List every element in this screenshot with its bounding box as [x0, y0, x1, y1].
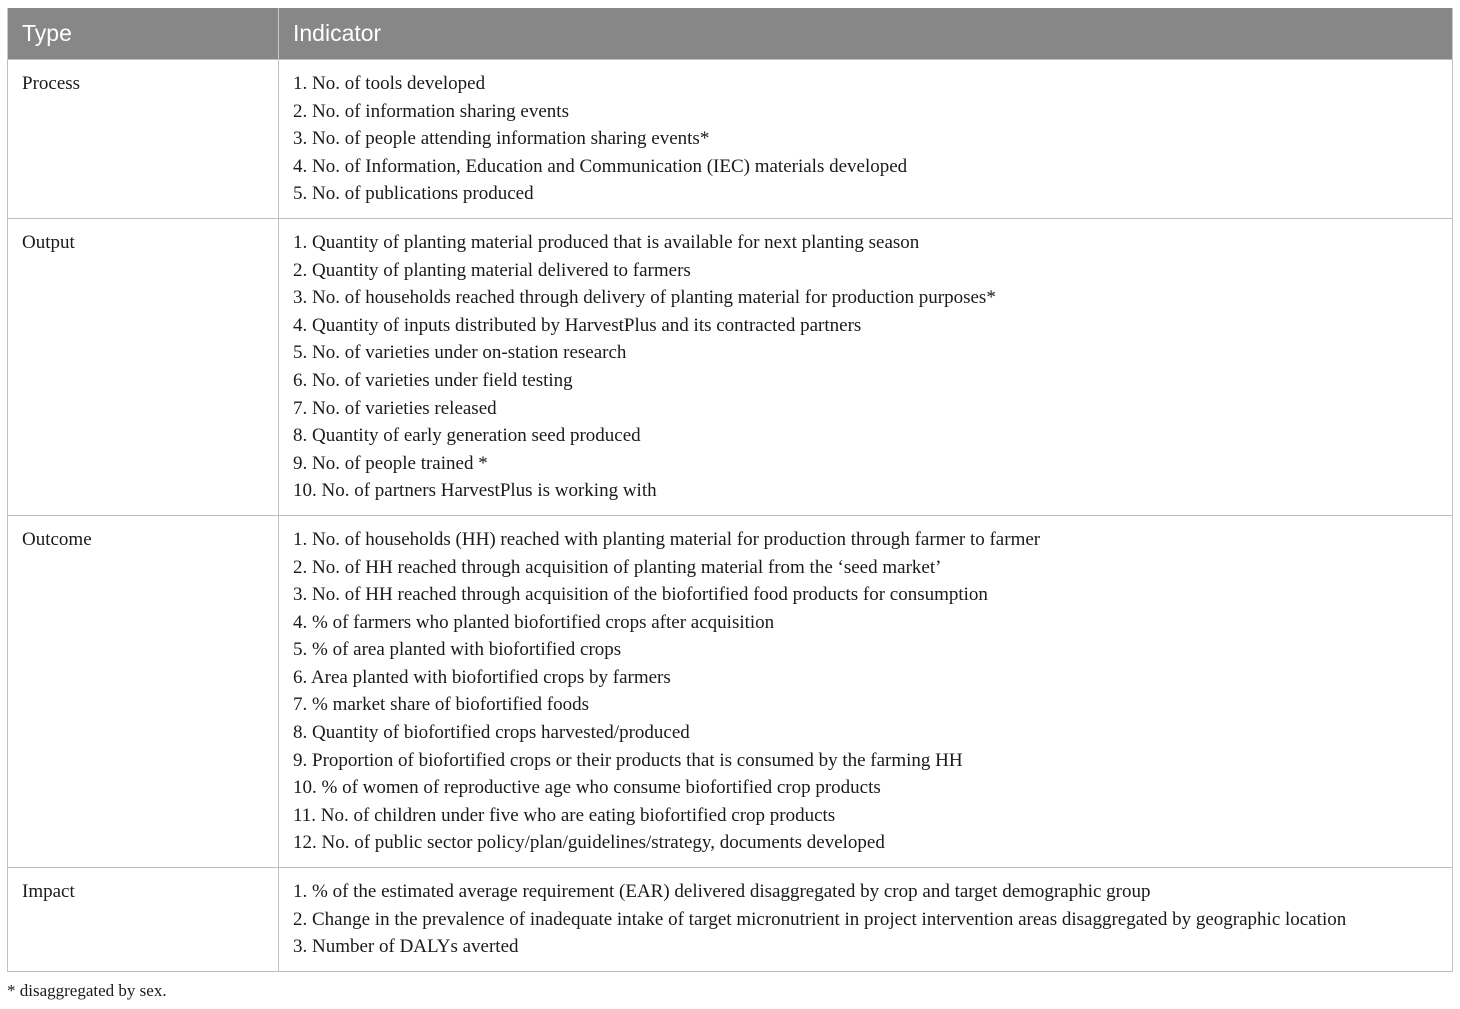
indicator-item: 4. No. of Information, Education and Communication (IEC) materials developed: [293, 155, 908, 177]
header-indicator: Indicator: [279, 8, 1453, 60]
indicator-item: 1. No. of households (HH) reached with planting material for production through farmer to farmer: [293, 528, 1041, 550]
table-row: [8, 515, 1453, 867]
table-body: [8, 60, 1453, 972]
indicator-item: 4. % of farmers who planted biofortified crops after acquisition: [293, 611, 775, 633]
indicator-item: 6. No. of varieties under field testing: [293, 369, 573, 391]
indicator-item: 7. No. of varieties released: [293, 397, 497, 419]
indicator-item: 11. No. of children under five who are eating biofortified crop products: [293, 804, 836, 826]
indicator-item: 10. % of women of reproductive age who consume biofortified crop products: [293, 777, 881, 799]
indicator-item: 9. Proportion of biofortified crops or their products that is consumed by the farming HH: [293, 749, 963, 771]
indicator-item: 4. Quantity of inputs distributed by HarvestPlus and its contracted partners: [293, 314, 862, 336]
type-cell: Output: [8, 218, 279, 515]
indicator-item: 1. Quantity of planting material produced that is available for next planting season: [293, 231, 920, 253]
indicator-item: 2. Quantity of planting material delivered to farmers: [293, 259, 691, 281]
header-type: Type: [8, 8, 279, 60]
indicator-item: 5. No. of varieties under on-station research: [293, 342, 627, 364]
indicator-item: 3. No. of people attending information sharing events*: [293, 128, 710, 150]
type-cell: Outcome: [8, 515, 279, 867]
indicator-item: 1. No. of tools developed: [293, 73, 486, 94]
indicator-item: 2. No. of information sharing events: [293, 100, 569, 122]
indicator-item: 3. No. of households reached through delivery of planting material for production purposes*: [293, 287, 996, 309]
table-footnote: * disaggregated by sex.: [7, 981, 167, 1000]
indicator-item: 10. No. of partners HarvestPlus is working with: [293, 480, 657, 502]
type-cell: Impact: [8, 868, 279, 972]
indicator-item: 2. Change in the prevalence of inadequate intake of target micronutrient in project intervention areas disaggregated by geographic location: [293, 908, 1347, 930]
indicator-item: 2. No. of HH reached through acquisition of planting material from the ‘seed market’: [293, 556, 942, 578]
indicator-cell: [279, 218, 1453, 515]
indicator-cell: [279, 515, 1453, 867]
indicator-item: 8. Quantity of early generation seed produced: [293, 425, 641, 447]
indicator-item: 6. Area planted with biofortified crops by farmers: [293, 666, 671, 688]
indicator-item: 9. No. of people trained *: [293, 452, 488, 474]
table-row: [8, 868, 1453, 972]
indicator-item: 5. % of area planted with biofortified crops: [293, 639, 622, 661]
header-row: [8, 8, 1453, 60]
indicator-cell: [279, 60, 1453, 219]
indicator-table: [7, 8, 1453, 972]
indicator-item: 12. No. of public sector policy/plan/guidelines/strategy, documents developed: [293, 832, 885, 854]
type-cell: Process: [8, 60, 279, 219]
indicator-cell: [279, 868, 1453, 972]
indicator-item: 8. Quantity of biofortified crops harvested/produced: [293, 722, 690, 744]
indicator-item: 5. No. of publications produced: [293, 183, 534, 205]
table-row: [8, 218, 1453, 515]
indicator-item: 1. % of the estimated average requirement (EAR) delivered disaggregated by crop and target demographic group: [293, 881, 1151, 903]
indicator-item: 7. % market share of biofortified foods: [293, 694, 589, 716]
table-header: [8, 8, 1453, 60]
table-row: [8, 60, 1453, 219]
indicator-table-container: [7, 8, 1453, 972]
indicator-item: 3. No. of HH reached through acquisition of the biofortified food products for consumption: [293, 584, 988, 606]
indicator-item: 3. Number of DALYs averted: [293, 936, 519, 958]
